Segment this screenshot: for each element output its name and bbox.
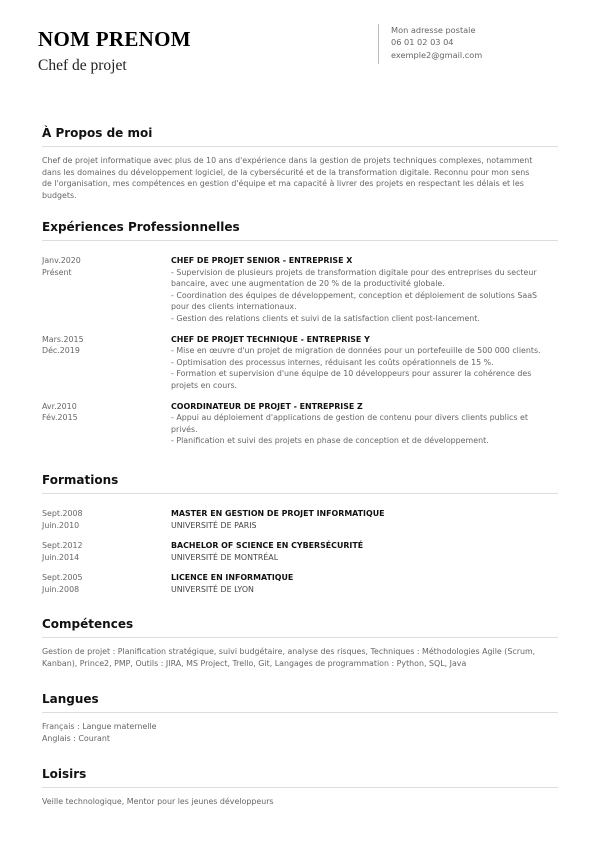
about-line: Chef de projet informatique avec plus de 10 ans d'expérience dans la gestion de projets techniques complexes, notamment [42,156,533,165]
experience-line: pour des clients internationaux. [171,302,297,312]
hobbies-title: Loisirs [42,767,558,788]
about-title: À Propos de moi [42,126,558,147]
experience-body [171,401,558,447]
education-school: UNIVERSITÉ DE PARIS [171,520,257,530]
experience-line: - Coordination des équipes de développement, conception et déploiement de solutions SaaS [171,290,538,300]
full-name: NOM PRENOM [38,27,191,51]
experience-dates [42,334,171,392]
date-start: Janv.2020 [42,256,81,265]
experience-section [42,220,558,456]
experience-line: privés. [171,424,198,434]
experience-entry [42,401,558,447]
experience-dates [42,401,171,447]
education-entry [42,508,558,531]
education-degree: MASTER EN GESTION DE PROJET INFORMATIQUE [171,509,385,518]
skills-line: Gestion de projet : Planification stratégique, suivi budgétaire, analyse des risques, Techniques : Méthodologies Agile (Scrum, [42,647,536,656]
hobbies-text [42,796,558,808]
experience-entry [42,255,558,325]
experience-line: - Formation et supervision d'une équipe de 10 développeurs pour assurer la cohérence des [171,369,532,379]
experience-line: - Supervision de plusieurs projets de transformation digitale pour des entreprises du secteur [171,267,537,277]
experience-title: Expériences Professionnelles [42,220,558,241]
date-end: Présent [42,267,72,277]
education-dates [42,540,171,563]
skills-section [42,617,558,669]
experience-dates [42,255,171,325]
experience-role: CHEF DE PROJET TECHNIQUE - ENTREPRISE Y [171,334,370,344]
experience-line: projets en cours. [171,380,238,390]
job-title: Chef de projet [38,57,127,74]
experience-body [171,334,558,392]
languages-title: Langues [42,692,558,713]
education-school: UNIVERSITÉ DE LYON [171,584,254,594]
experience-entry [42,334,558,392]
education-entry [42,572,558,595]
date-start: Mars.2015 [42,334,84,344]
language-line: Anglais : Courant [42,733,110,743]
experience-body [171,255,558,325]
about-line: de l'organisation, mes compétences en gestion d'équipe et ma capacité à livrer des projets en respectant les délais et les [42,179,524,189]
experience-role: COORDINATEUR DE PROJET - ENTREPRISE Z [171,401,363,411]
contact-email: exemple2@gmail.com [391,49,483,60]
contact-address: Mon adresse postale [391,25,476,35]
experience-line: bancaire, avec une augmentation de 20 % de la productivité globale. [171,279,445,289]
education-entry [42,540,558,563]
skills-line: Kanban), Prince2, PMP, Outils : JIRA, MS Project, Trello, Git, Langages de programmation : Python, SQL, Java [42,658,467,668]
hobbies-section [42,767,558,808]
about-section [42,126,558,201]
languages-text [42,721,558,744]
education-title: Formations [42,473,558,494]
experience-line: - Optimisation des processus internes, réduisant les coûts opérationnels de 15 %. [171,357,494,367]
date-end: Juin.2008 [42,584,80,594]
education-body [171,508,558,531]
hobbies-line: Veille technologique, Mentor pour les jeunes développeurs [42,797,274,806]
date-end: Juin.2014 [42,552,80,562]
date-end: Fév.2015 [42,413,78,423]
date-start: Avr.2010 [42,401,77,411]
education-degree: BACHELOR OF SCIENCE EN CYBERSÉCURITÉ [171,541,364,551]
date-end: Déc.2019 [42,346,80,356]
about-line: dans les domaines du développement logiciel, de la cybersécurité et de la transformation digitale. Reconnu pour mon sens [42,167,530,177]
education-dates [42,572,171,595]
contact-block [378,24,482,64]
experience-line: - Mise en œuvre d'un projet de migration de données pour un portefeuille de 500 000 clients. [171,346,541,356]
education-body [171,540,558,563]
experience-role: CHEF DE PROJET SENIOR - ENTREPRISE X [171,256,353,265]
experience-line: - Appui au déploiement d'applications de gestion de contenu pour divers clients publics et [171,413,528,423]
education-body [171,572,558,595]
date-start: Sept.2005 [42,573,83,583]
skills-text [42,646,558,669]
date-start: Sept.2008 [42,509,83,518]
contact-phone: 06 01 02 03 04 [391,37,454,48]
language-line: Français : Langue maternelle [42,722,157,731]
education-section [42,473,558,605]
experience-line: - Planification et suivi des projets en phase de conception et de développement. [171,436,489,446]
experience-line: - Gestion des relations clients et suivi de la satisfaction client post-lancement. [171,313,480,323]
date-start: Sept.2012 [42,541,83,551]
about-line: budgets. [42,190,77,200]
skills-title: Compétences [42,617,558,638]
date-end: Juin.2010 [42,520,80,530]
education-dates [42,508,171,531]
about-text [42,155,558,201]
education-school: UNIVERSITÉ DE MONTRÉAL [171,552,279,562]
education-degree: LICENCE EN INFORMATIQUE [171,573,294,583]
languages-section [42,692,558,744]
